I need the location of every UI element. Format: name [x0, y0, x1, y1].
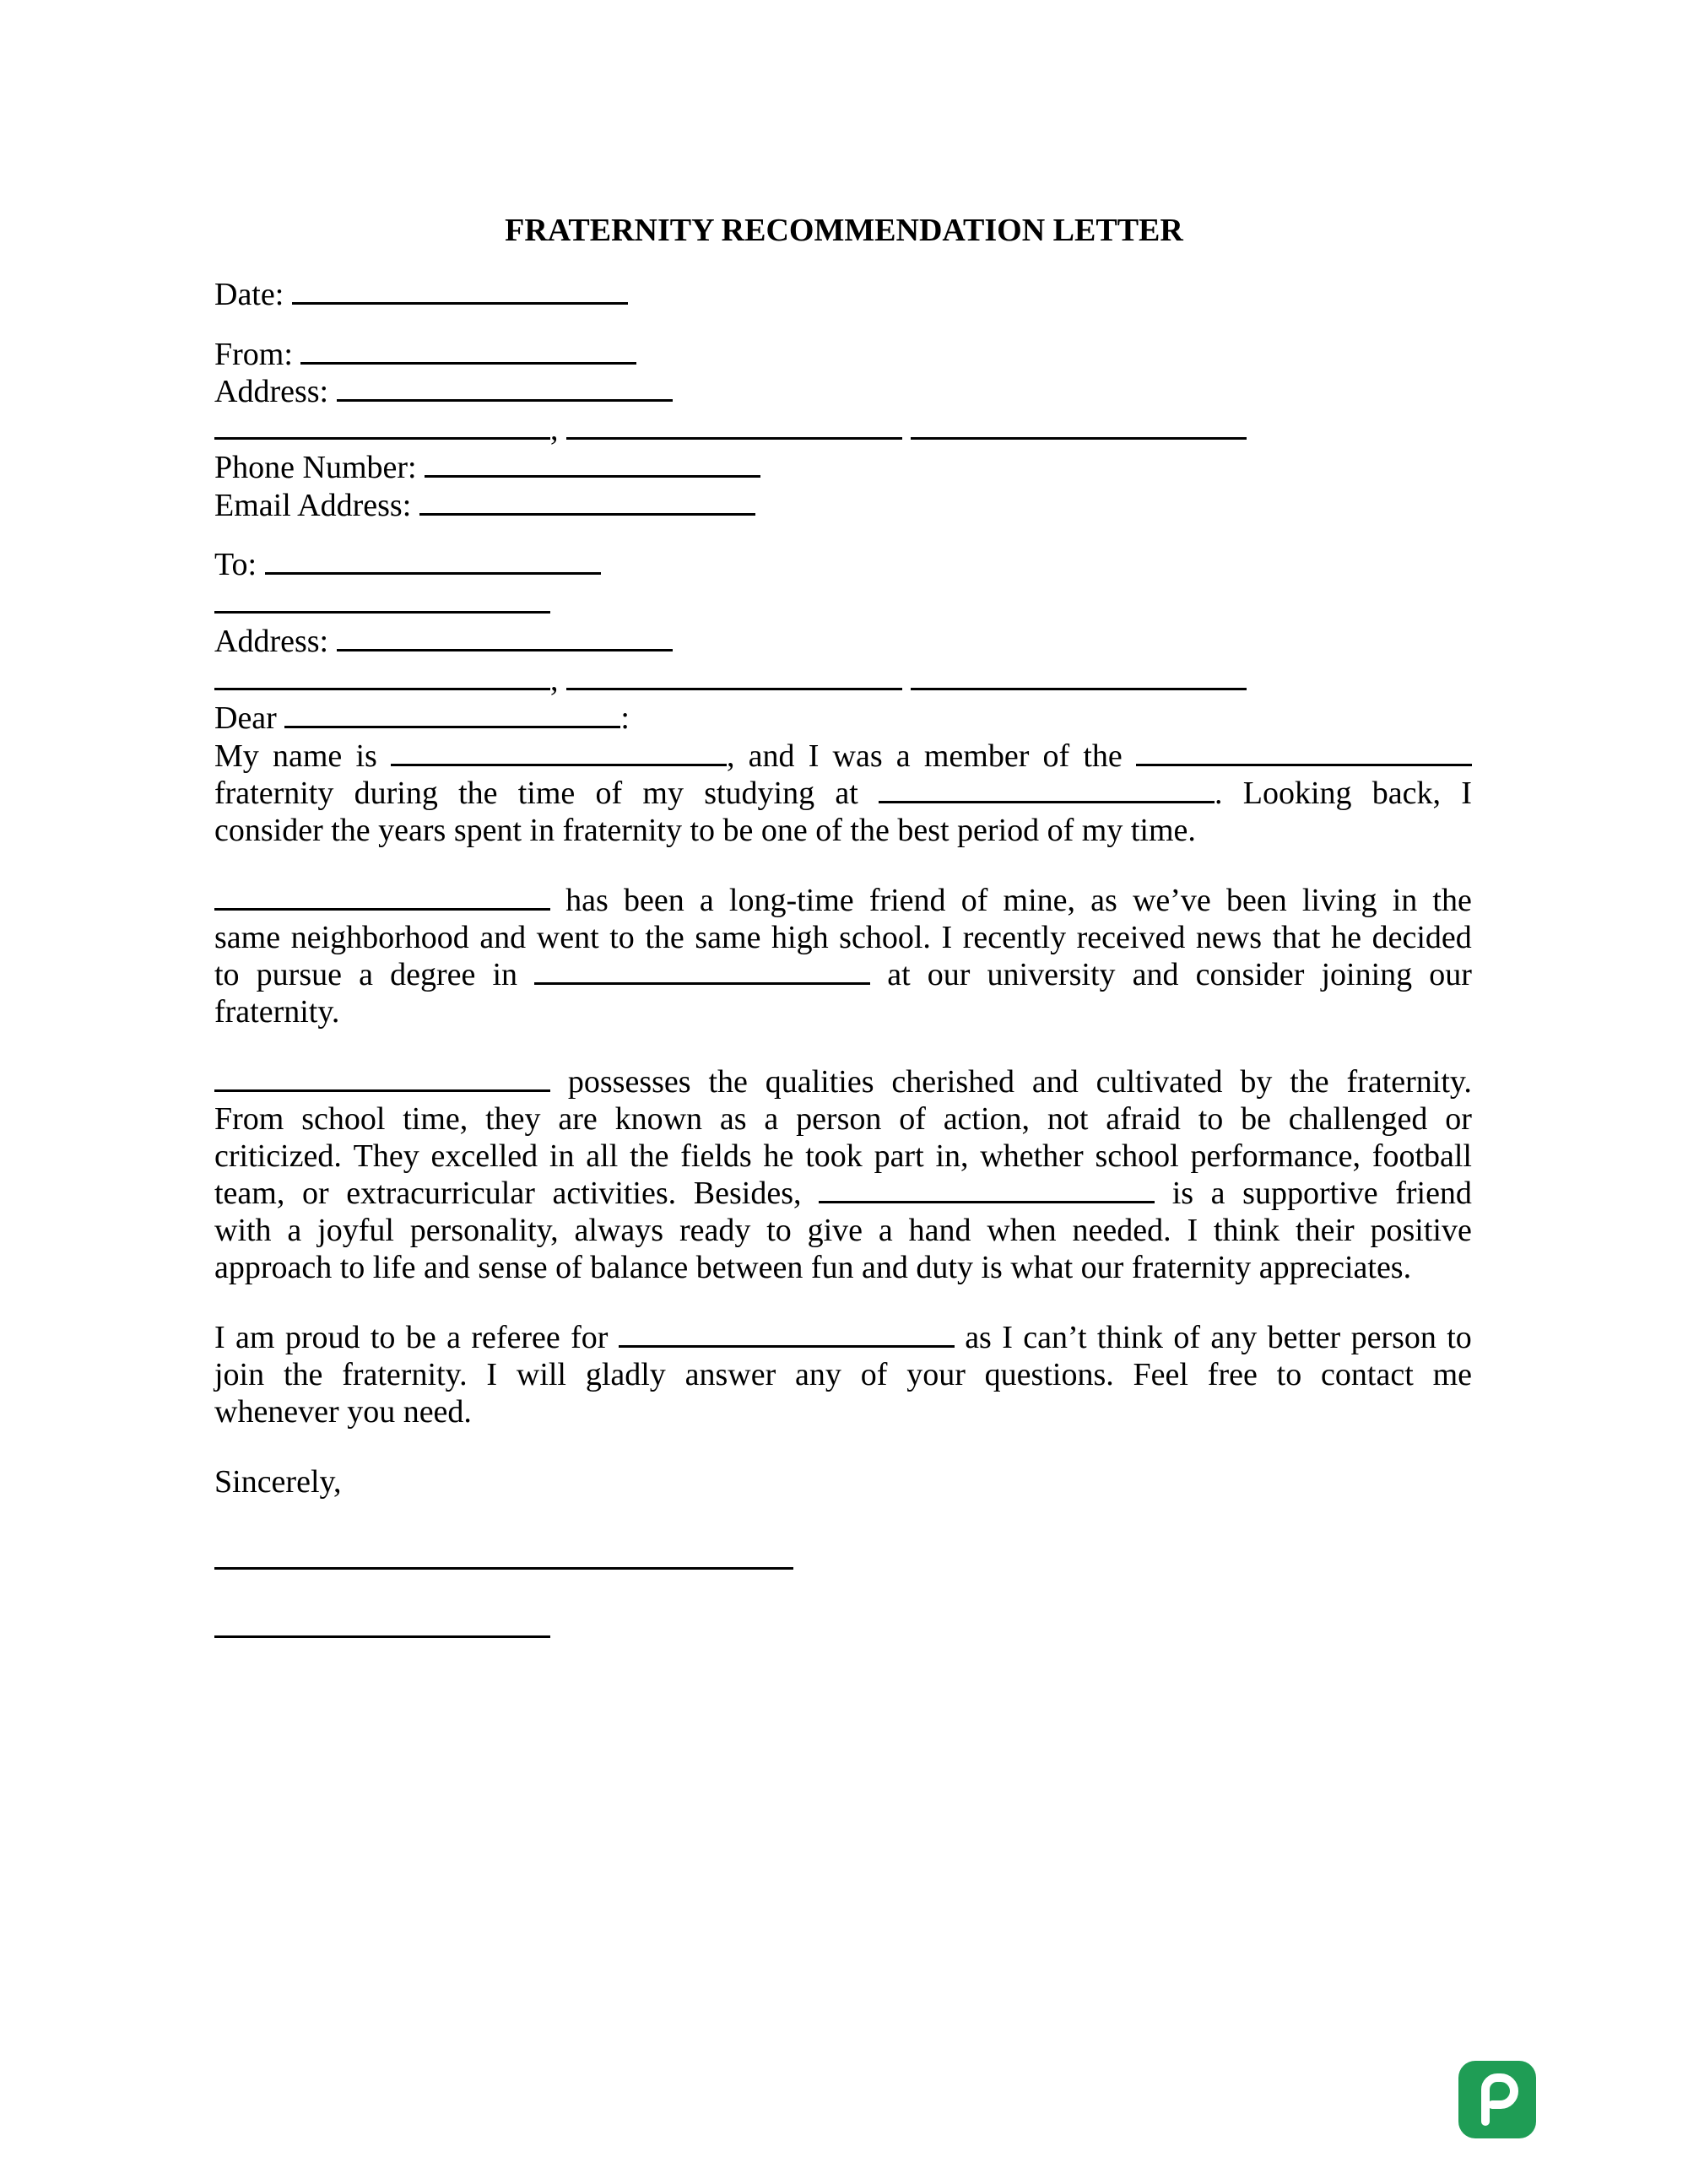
candidate-name-blank[interactable] [214, 1063, 550, 1092]
word: with [214, 1213, 272, 1248]
address-label: Address: [214, 374, 329, 409]
word: of [1042, 738, 1070, 774]
word: has [565, 883, 609, 918]
word: when [987, 1213, 1057, 1248]
word: my [642, 776, 684, 811]
paragraph-4-line-1 [214, 1319, 1472, 1356]
word: living [1301, 883, 1377, 918]
word: I [941, 920, 953, 955]
to-blank[interactable] [265, 546, 601, 575]
word: performance, [1190, 1138, 1361, 1174]
word: Besides, [693, 1176, 802, 1211]
date-line [214, 276, 628, 313]
word: needed. [1072, 1213, 1171, 1248]
word: me [1432, 1357, 1472, 1392]
word: be [405, 1320, 436, 1355]
word: better [1267, 1320, 1341, 1355]
sender-state-blank[interactable] [566, 411, 902, 440]
word: back, [1372, 776, 1441, 811]
word: to [766, 1213, 792, 1248]
word: mine, [1003, 883, 1075, 918]
word: that [1272, 920, 1321, 955]
colon: : [620, 700, 630, 736]
word: I [486, 1357, 498, 1392]
word: friend [1395, 1176, 1472, 1211]
recipient-city-line [214, 662, 1247, 699]
printed-name-blank[interactable] [214, 1609, 550, 1638]
word: all [586, 1138, 619, 1174]
word: a [446, 1320, 461, 1355]
word: give [807, 1213, 863, 1248]
paragraph-3-line-5 [214, 1212, 1472, 1249]
word: in [549, 1138, 575, 1174]
word: in [492, 957, 518, 992]
word: can’t [1023, 1320, 1087, 1355]
signature-line [214, 1541, 793, 1578]
word: of [899, 1101, 926, 1137]
word: a [895, 738, 911, 774]
word: activities. [552, 1176, 677, 1211]
printed-name-line [214, 1609, 550, 1646]
sender-zip-blank[interactable] [911, 411, 1247, 440]
from-line [214, 336, 636, 373]
from-label: From: [214, 337, 293, 372]
word: of [860, 1357, 888, 1392]
word: a [1210, 1176, 1225, 1211]
date-blank[interactable] [292, 276, 628, 305]
word: cultivated [1096, 1064, 1223, 1100]
word: the [1432, 883, 1472, 918]
word: the [645, 920, 684, 955]
recipient-address-line [214, 623, 673, 660]
word: extracurricular [346, 1176, 535, 1211]
word: gladly [585, 1357, 666, 1392]
recipient-name-line [214, 585, 550, 622]
word: afraid [1106, 1101, 1181, 1137]
paragraph-3-line-6: approach to life and sense of balance between fun and duty is what our fraternity appreciates. [214, 1250, 1412, 1285]
word: Looking [1242, 776, 1352, 811]
word: to [1198, 1101, 1224, 1137]
fraternity-name-blank[interactable] [1136, 738, 1472, 766]
word: a [764, 1101, 779, 1137]
word: or [301, 1176, 329, 1211]
word: Feel [1133, 1357, 1188, 1392]
paragraph-3-line-1 [214, 1063, 1472, 1100]
word: possesses [567, 1064, 691, 1100]
word: in, [935, 1138, 969, 1174]
word: positive [1370, 1213, 1472, 1248]
paragraph-3-line-4 [214, 1175, 1472, 1212]
word: are [558, 1101, 598, 1137]
word: football [1372, 1138, 1472, 1174]
email-line [214, 487, 755, 524]
sender-address-blank[interactable] [337, 373, 673, 402]
word: school [301, 1101, 386, 1137]
document-title: FRATERNITY RECOMMENDATION LETTER [505, 213, 1183, 248]
word: during [354, 776, 438, 811]
paragraph-2-line-3 [214, 956, 1472, 993]
word: university [987, 957, 1116, 992]
word: known [614, 1101, 703, 1137]
word: took [805, 1138, 863, 1174]
paragraph-2-line-1 [214, 882, 1472, 919]
period: . [1215, 776, 1223, 811]
blank-group [879, 775, 1223, 812]
word: cherished [891, 1064, 1014, 1100]
word: questions. [984, 1357, 1114, 1392]
word: joining [1321, 957, 1413, 992]
word: They [353, 1138, 419, 1174]
word: person [1350, 1320, 1436, 1355]
word: a [287, 1213, 302, 1248]
word: member [923, 738, 1030, 774]
word: not [1047, 1101, 1089, 1137]
word: fraternity. [1346, 1064, 1472, 1100]
paragraph-1-line-1 [214, 738, 1472, 775]
word: and [479, 920, 527, 955]
word: our [927, 957, 971, 992]
word: time, [403, 1101, 468, 1137]
word: hand [908, 1213, 971, 1248]
phone-label: Phone Number: [214, 450, 417, 485]
word: any [1210, 1320, 1258, 1355]
word: news [1195, 920, 1263, 955]
word: studying [704, 776, 815, 811]
sender-address-line [214, 373, 673, 410]
word: and [1132, 957, 1179, 992]
word: same [695, 920, 761, 955]
word: a [699, 883, 714, 918]
word: action, [943, 1101, 1031, 1137]
paragraph-2-line-4: fraternity. [214, 994, 340, 1030]
word: is [355, 738, 377, 774]
word: the [630, 1138, 669, 1174]
word: received [1076, 920, 1186, 955]
word: or [1445, 1101, 1472, 1137]
word: always [574, 1213, 664, 1248]
word: he [763, 1138, 794, 1174]
word: their [1296, 1213, 1355, 1248]
candidate-name-blank[interactable] [819, 1175, 1155, 1203]
word: consider [1195, 957, 1305, 992]
word: name [272, 738, 343, 774]
word: to [1276, 1357, 1302, 1392]
word: qualities [765, 1064, 874, 1100]
word: think [1096, 1320, 1164, 1355]
word: referee [471, 1320, 560, 1355]
word: as [1090, 883, 1117, 918]
word: he [1331, 920, 1362, 955]
salutation-blank[interactable] [284, 700, 620, 728]
word: answer [684, 1357, 776, 1392]
word: criticized. [214, 1138, 342, 1174]
word: I [214, 1320, 225, 1355]
word: ready [679, 1213, 751, 1248]
word: be [1241, 1101, 1271, 1137]
recipient-zip-blank[interactable] [911, 662, 1247, 690]
word: friend [868, 883, 946, 918]
date-label: Date: [214, 277, 284, 312]
word: I [808, 738, 820, 774]
word: a [878, 1213, 893, 1248]
word: person [796, 1101, 882, 1137]
word: recently [962, 920, 1067, 955]
paragraph-4-line-3: whenever you need. [214, 1394, 472, 1430]
word: they [485, 1101, 541, 1137]
word: of [595, 776, 623, 811]
email-label: Email Address: [214, 488, 412, 523]
comma: , [726, 738, 735, 774]
word: long-time [728, 883, 854, 918]
word: as [719, 1101, 747, 1137]
word: was [832, 738, 883, 774]
p-logo-icon [1458, 2061, 1536, 2138]
word: degree [390, 957, 476, 992]
word: will [516, 1357, 566, 1392]
word: to [370, 1320, 396, 1355]
word: fraternity [214, 776, 334, 811]
to-label: To: [214, 547, 257, 582]
word: your [906, 1357, 966, 1392]
comma: , [550, 662, 559, 698]
school-blank[interactable] [879, 775, 1215, 803]
word: I [1002, 1320, 1013, 1355]
word: went [536, 920, 599, 955]
phone-line [214, 449, 760, 486]
writer-name-blank[interactable] [391, 738, 727, 766]
word: school. [839, 920, 931, 955]
word: and [748, 738, 795, 774]
candidate-name-blank[interactable] [214, 882, 550, 911]
word: school [1095, 1138, 1179, 1174]
word: joyful [317, 1213, 394, 1248]
word: From [214, 1101, 284, 1137]
word: contact [1321, 1357, 1414, 1392]
sender-city-line [214, 411, 1247, 448]
salutation-line [214, 700, 630, 737]
to-line [214, 546, 601, 583]
signature-blank[interactable] [214, 1541, 793, 1570]
word: part [874, 1138, 924, 1174]
word: My [214, 738, 259, 774]
word: the [458, 776, 498, 811]
word: to [214, 957, 240, 992]
word: at [887, 957, 911, 992]
word: think [1214, 1213, 1280, 1248]
paragraph-3-line-2 [214, 1100, 1472, 1138]
word: neighborhood [290, 920, 469, 955]
word: is [1171, 1176, 1194, 1211]
word: in [1392, 883, 1418, 918]
word: same [214, 920, 281, 955]
word: fields [680, 1138, 752, 1174]
word: high [771, 920, 829, 955]
word: I [1461, 776, 1472, 811]
blank-group [391, 738, 735, 775]
word: as [965, 1320, 992, 1355]
word: time [517, 776, 576, 811]
word: by [1240, 1064, 1273, 1100]
word: we’ve [1132, 883, 1211, 918]
word: a [359, 957, 373, 992]
candidate-name-blank[interactable] [619, 1319, 955, 1348]
word: to [609, 920, 635, 955]
recipient-city-blank[interactable] [214, 662, 550, 690]
word: been [623, 883, 684, 918]
word: the [708, 1064, 748, 1100]
word: challenged [1288, 1101, 1428, 1137]
degree-blank[interactable] [534, 956, 870, 985]
closing: Sincerely, [214, 1464, 342, 1500]
comma: , [550, 412, 559, 447]
recipient-name-blank[interactable] [214, 585, 550, 614]
sender-city-blank[interactable] [214, 411, 550, 440]
dear-label: Dear [214, 700, 277, 736]
word: I [1187, 1213, 1198, 1248]
word: decided [1372, 920, 1472, 955]
paragraph-1-line-2 [214, 775, 1472, 812]
p-logo-glyph [1458, 2061, 1536, 2138]
paragraph-3-line-3 [214, 1138, 1472, 1175]
word: of [1173, 1320, 1201, 1355]
word: any [795, 1357, 841, 1392]
paragraph-4-line-2 [214, 1356, 1472, 1393]
word: excelled [430, 1138, 538, 1174]
from-blank[interactable] [300, 336, 636, 365]
word: proud [284, 1320, 360, 1355]
word: fraternity. [342, 1357, 468, 1392]
word: supportive [1242, 1176, 1378, 1211]
word: pursue [256, 957, 342, 992]
word: our [1429, 957, 1472, 992]
word: am [235, 1320, 275, 1355]
word: join [214, 1357, 265, 1392]
word: team, [214, 1176, 285, 1211]
recipient-state-blank[interactable] [566, 662, 902, 690]
word: for [571, 1320, 609, 1355]
recipient-address-blank[interactable] [337, 623, 673, 651]
word: and [1031, 1064, 1079, 1100]
word: free [1207, 1357, 1258, 1392]
paragraph-1-line-3: consider the years spent in fraternity to be one of the best period of my time. [214, 813, 1196, 848]
word: the [283, 1357, 323, 1392]
word: the [1083, 738, 1123, 774]
word: the [1290, 1064, 1329, 1100]
address-label: Address: [214, 624, 329, 659]
paragraph-2-line-2 [214, 919, 1472, 956]
word: been [1225, 883, 1287, 918]
word: whether [980, 1138, 1084, 1174]
word: to [1447, 1320, 1472, 1355]
email-blank[interactable] [419, 487, 755, 516]
word: personality, [409, 1213, 559, 1248]
phone-blank[interactable] [425, 449, 760, 478]
word: of [960, 883, 988, 918]
word: at [835, 776, 858, 811]
